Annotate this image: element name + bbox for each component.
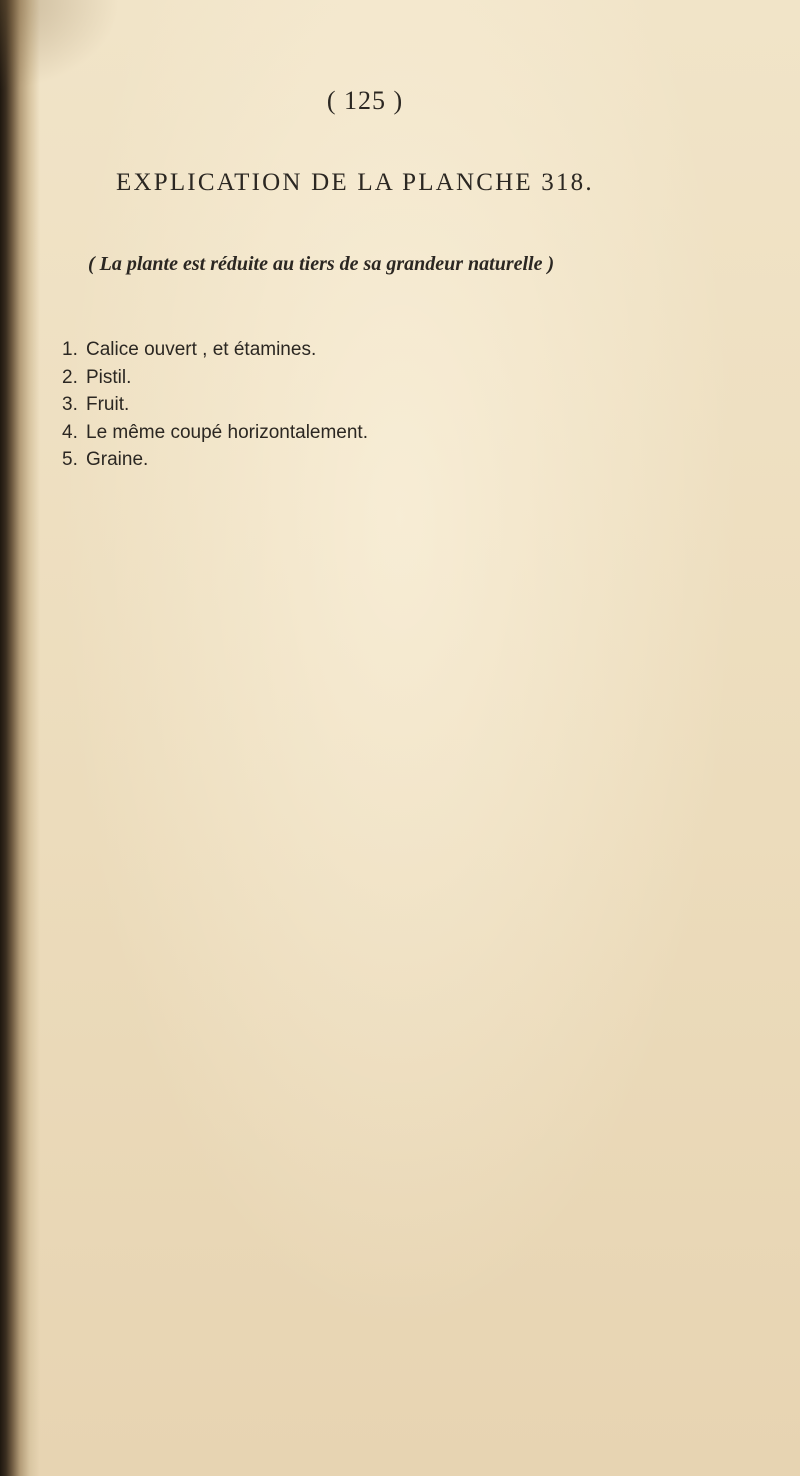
list-item <box>62 364 368 392</box>
list-item-text: Graine. <box>86 449 149 470</box>
list-item <box>62 446 368 474</box>
list-item <box>62 391 368 419</box>
plate-subtitle: ( La plante est réduite au tiers de sa grandeur naturelle ) <box>88 253 555 275</box>
list-item-number: 3. <box>62 394 78 415</box>
list-item-number: 2. <box>62 366 78 388</box>
list-item-number: 5. <box>62 449 78 470</box>
list-item <box>62 419 368 447</box>
list-item-text: Le même coupé horizontalement. <box>86 421 368 443</box>
page-number: ( 125 ) <box>326 86 404 115</box>
list-item <box>62 336 368 364</box>
plate-title: EXPLICATION DE LA PLANCHE 318. <box>116 169 594 196</box>
list-item-text: Pistil. <box>86 366 132 388</box>
list-item-text: Fruit. <box>86 394 130 415</box>
list-item-number: 1. <box>62 339 78 360</box>
page-corner-stain <box>0 0 120 90</box>
list-item-text: Calice ouvert , et étamines. <box>86 339 317 360</box>
list-item-number: 4. <box>62 421 78 443</box>
plate-legend-list <box>62 336 368 474</box>
book-spine-shadow <box>0 0 40 1476</box>
